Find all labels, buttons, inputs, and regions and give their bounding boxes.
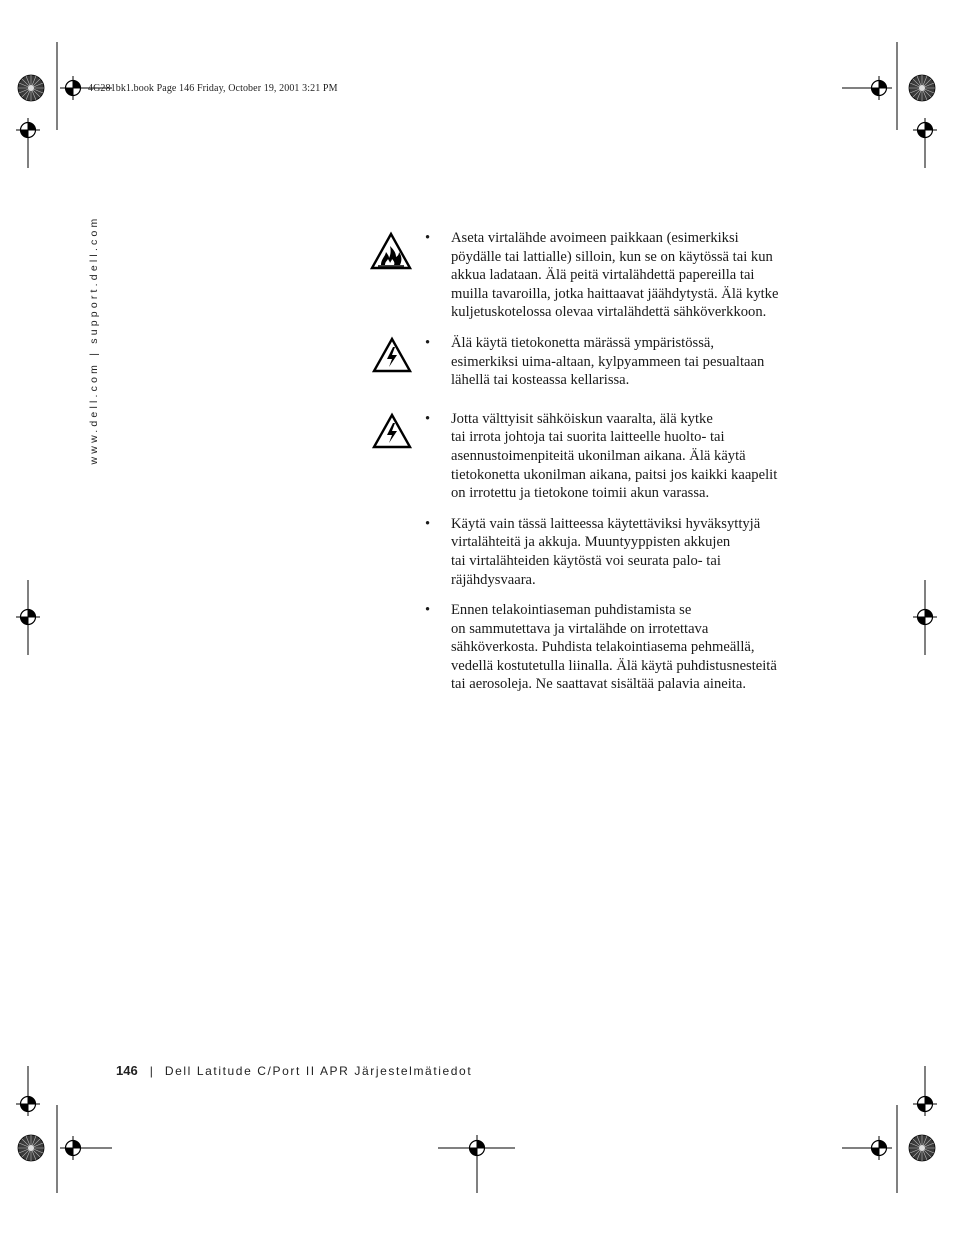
list-item: [425, 229, 820, 322]
side-url-text: www.dell.com | support.dell.com: [88, 215, 100, 465]
print-info: 4G281bk1.book Page 146 Friday, October 19, 2001 3:21 PM: [88, 83, 338, 94]
bullet: •: [425, 230, 431, 246]
list-item: [425, 334, 820, 390]
electric-shock-warning-icon: [371, 412, 413, 450]
bullet: •: [425, 410, 431, 427]
bullet: •: [425, 334, 431, 351]
list-item-text: Käytä vain tässä laitteessa käytettäviksi hyväksyttyjä virtalähteitä ja akkuja. Muuntyyppisten akkujen tai virtalähteiden käytöstä voi seurata palo- tai räjähdysvaara.: [451, 515, 761, 588]
list-item: [425, 515, 820, 589]
footer-title: Dell Latitude C/Port II APR Järjestelmätiedot: [164, 1064, 473, 1078]
page-footer: [116, 1063, 472, 1078]
list-item-text: Jotta välttyisit sähköiskun vaaralta, älä kytke tai irrota johtoja tai suorita laitteelle huolto- tai asennustoimenpiteitä ukonilman aikana. Älä käytä tietokonetta ukonilman aikana, paitsi jos kaikki kaapelit on irrotettu ja tietokone toimii akun varassa.: [451, 410, 778, 502]
list-item: [425, 601, 820, 694]
list-item: [425, 410, 820, 503]
bullet: •: [425, 515, 431, 532]
list-item-text: Ennen telakointiaseman puhdistamista se on sammutettava ja virtalähde on irrotettava sähköverkosta. Puhdista telakointiasema pehmeällä, vedellä kostutetulla liinalla. Älä käytä puhdistusnesteitä tai aerosoleja. Ne saattavat sisältää palavia aineita.: [451, 602, 777, 693]
footer-separator: |: [149, 1064, 153, 1078]
electric-shock-warning-icon: [371, 336, 413, 374]
page-number: 146: [116, 1063, 138, 1078]
list-item-text: Älä käytä tietokonetta märässä ympäristössä, esimerkiksi uima-altaan, kylpyammeen tai pesualtaan lähellä tai kosteassa kellarissa.: [451, 334, 765, 389]
bullet: •: [425, 602, 431, 619]
safety-instructions: [425, 229, 820, 694]
list-item-text: Aseta virtalähde avoimeen paikkaan (esimerkiksi pöydälle tai lattialle) silloin, kun se on käytössä tai kun akkua ladataan. Älä peitä virtalähdettä papereilla tai muilla tavaroilla, jotka haittaavat jäähdytystä. Älä kytke kuljetuskotelossa olevaa virtalähdettä sähköverkkoon.: [451, 230, 779, 321]
fire-warning-icon: [369, 231, 413, 271]
